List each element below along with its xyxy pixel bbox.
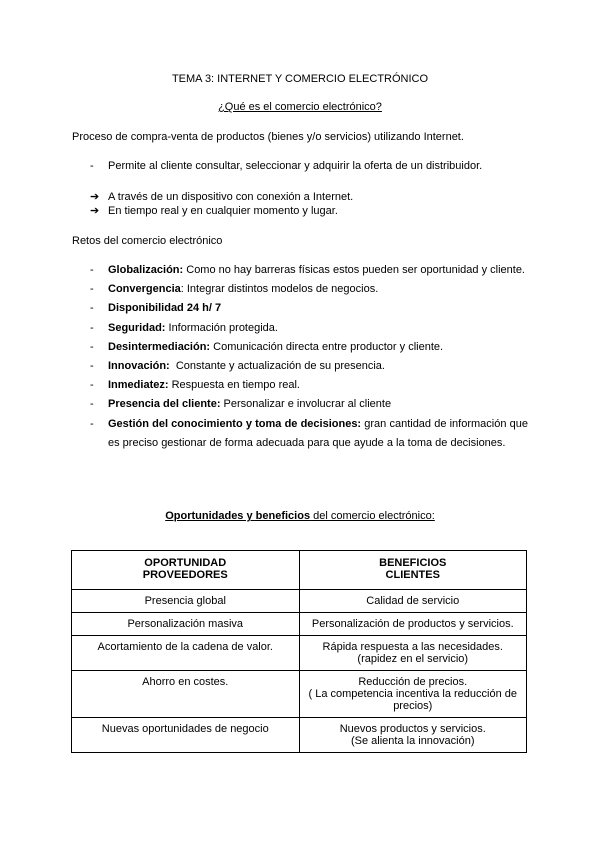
header-benefits: BENEFICIOS CLIENTES [299,551,527,590]
header-opportunity: OPORTUNIDAD PROVEEDORES [72,551,300,590]
list-item [90,376,528,395]
list-item [90,338,528,357]
list-item [90,415,528,453]
arrow-list-item [90,204,338,217]
dash-bullet: - [90,264,94,276]
challenge-text: Personalizar e involucrar al cliente [220,398,392,411]
challenge-text: Como no hay barreras físicas estos pueden ser oportunidad y cliente. [183,264,525,276]
table-cell: Reducción de precios. ( La competencia incentiva la reducción de precios) [299,671,527,718]
table-cell: Personalización masiva [72,613,300,636]
table-cell: Nuevas oportunidades de negocio [72,718,300,753]
table-cell: Presencia global [72,590,300,613]
dash-bullet: - [90,398,94,411]
intro-paragraph: Proceso de compra-venta de productos (bienes y/o servicios) utilizando Internet. [72,131,464,143]
table-row [72,636,527,671]
dash-bullet: - [90,160,94,172]
list-item [90,395,528,414]
challenge-text: : Integrar distintos modelos de negocios. [180,283,379,296]
table-row [72,590,527,613]
arrow-item-text: A través de un dispositivo con conexión a Internet. [108,191,354,203]
list-item [90,261,528,280]
table-cell: Rápida respuesta a las necesidades.(rapidez en el servicio) [299,636,527,671]
table-cell: Nuevos productos y servicios. (Se alienta la innovación) [299,718,527,753]
challenge-term: Disponibilidad 24 h/ 7 [108,302,222,315]
challenges-list [90,261,528,453]
benefits-table [71,550,527,753]
dash-bullet: - [90,417,94,430]
table-cell: Personalización de productos y servicios. [299,613,527,636]
table-row [72,613,527,636]
challenge-text: Respuesta en tiempo real. [168,379,300,392]
challenges-heading: Retos del comercio electrónico [72,235,223,247]
section-subtitle: ¿Qué es el comercio electrónico? [218,101,382,113]
arrow-list-item [90,190,353,203]
arrow-icon: ➔ [90,205,100,217]
challenge-term: Globalización: [108,264,184,276]
dash-bullet: - [90,283,94,296]
list-item [90,280,528,299]
opportunities-heading [0,510,600,522]
dash-item-text: Permite al cliente consultar, seleccionar y adquirir la oferta de un distribuidor. [108,160,483,172]
dash-bullet: - [90,360,94,373]
table-header-row [72,551,527,590]
table-cell: Ahorro en costes. [72,671,300,718]
challenge-term: Seguridad: [108,321,166,334]
dash-bullet: - [90,379,94,392]
list-item [90,357,528,376]
arrow-item-text: En tiempo real y en cualquier momento y lugar. [108,205,338,217]
dash-bullet: - [90,340,94,353]
dash-bullet: - [90,302,94,315]
table-cell: Calidad de servicio [299,590,527,613]
opportunities-heading-rest: del comercio electrónico: [310,510,435,522]
challenge-term: Innovación: [108,360,170,373]
challenge-text: Información protegida. [165,321,278,334]
dash-bullet: - [90,321,94,334]
list-item [90,299,528,318]
opportunities-heading-bold: Oportunidades y beneficios [165,510,311,522]
table-row [72,671,527,718]
challenge-term: Presencia del cliente: [108,398,221,411]
challenge-text: Comunicación directa entre productor y cliente. [210,340,444,353]
challenge-term: Convergencia [108,283,181,296]
challenge-term: Desintermediación: [108,340,211,353]
table-row [72,718,527,753]
arrow-icon: ➔ [90,191,100,203]
page-title: TEMA 3: INTERNET Y COMERCIO ELECTRÓNICO [171,73,429,85]
dash-list-item [90,160,482,172]
challenge-term: Inmediatez: [108,379,169,392]
table-cell: Acortamiento de la cadena de valor. [72,636,300,671]
challenge-term: Gestión del conocimiento y toma de decisiones: [108,417,362,430]
challenge-text: Constante y actualización de su presencia. [169,360,385,373]
list-item [90,319,528,338]
challenge-text: gran cantidad de información que es preciso gestionar de forma adecuada para que ayude a la toma de decisiones. [108,417,528,449]
